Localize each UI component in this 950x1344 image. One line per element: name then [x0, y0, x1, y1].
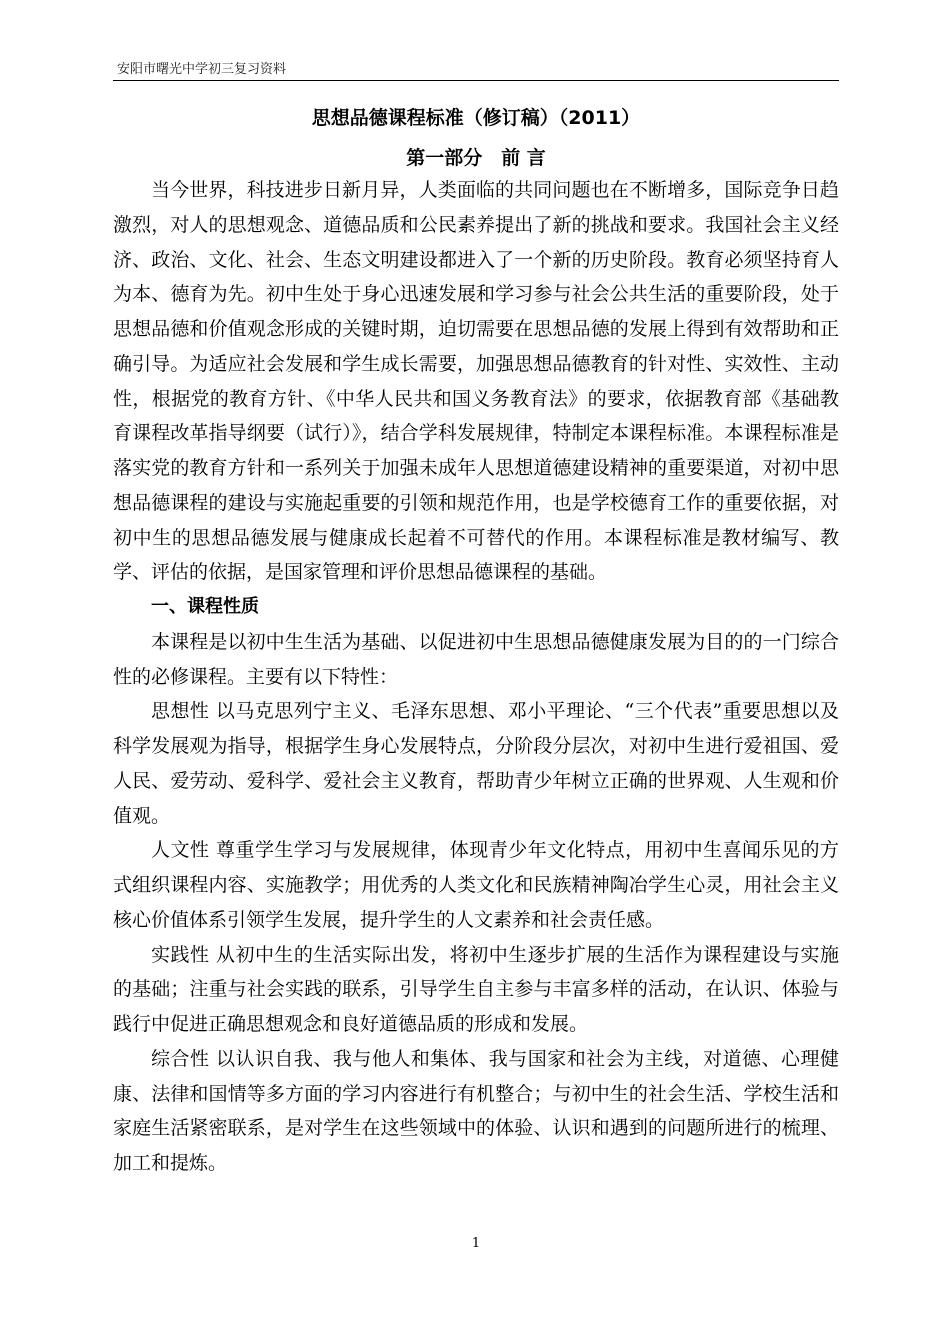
document-body: [113, 173, 839, 1181]
document-title: 思想品德课程标准（修订稿）（2011）: [311, 107, 641, 129]
part-title: 第一部分 前 言: [406, 147, 546, 169]
ideological-paragraph: 思想性 以马克思列宁主义、毛泽东思想、邓小平理论、“三个代表”重要思想以及科学发展观为指导，根据学生身心发展特点，分阶段分层次，对初中生进行爱祖国、爱人民、爱劳动、爱科学、爱社会主义教育，帮助青少年树立正确的世界观、人生观和价值观。: [113, 700, 839, 827]
page-header: 安阳市曙光中学初三复习资料: [117, 62, 287, 77]
header-divider: [113, 80, 839, 81]
practical-paragraph: 实践性 从初中生的生活实际出发，将初中生逐步扩展的生活作为课程建设与实施的基础；注重与社会实践的联系，引导学生自主参与丰富多样的活动，在认识、体验与践行中促进正确思想观念和良好道德品质的形成和发展。: [113, 943, 839, 1035]
page-number: 1: [471, 1236, 481, 1251]
section-heading: 一、课程性质: [151, 596, 259, 617]
comprehensive-paragraph: 综合性 以认识自我、我与他人和集体、我与国家和社会为主线，对道德、心理健康、法律和国情等多方面的学习内容进行有机整合；与初中生的社会生活、学校生活和家庭生活紧密联系，是对学生在这些领域中的体验、认识和遇到的问题所进行的梳理、加工和提炼。: [113, 1047, 839, 1174]
preface-paragraph: 当今世界，科技进步日新月异，人类面临的共同问题也在不断增多，国际竞争日趋激烈，对人的思想观念、道德品质和公民素养提出了新的挑战和要求。我国社会主义经济、政治、文化、社会、生态文明建设都进入了一个新的历史阶段。教育必须坚持育人为本、德育为先。初中生处于身心迅速发展和学习参与社会公共生活的重要阶段，处于思想品德和价值观念形成的关键时期，迫切需要在思想品德的发展上得到有效帮助和正确引导。为适应社会发展和学生成长需要，加强思想品德教育的针对性、实效性、主动性，根据党的教育方针、《中华人民共和国义务教育法》的要求，依据教育部《基础教育课程改革指导纲要（试行）》，结合学科发展规律，特制定本课程标准。本课程标准是落实党的教育方针和一系列关于加强未成年人思想道德建设精神的重要渠道，对初中思想品德课程的建设与实施起重要的引领和规范作用，也是学校德育工作的重要依据，对初中生的思想品德发展与健康成长起着不可替代的作用。本课程标准是教材编写、教学、评估的依据，是国家管理和评价思想品德课程的基础。: [113, 179, 839, 584]
course-nature-paragraph: 本课程是以初中生生活为基础、以促进初中生思想品德健康发展为目的的一门综合性的必修课程。主要有以下特性：: [113, 630, 839, 688]
humanistic-paragraph: 人文性 尊重学生学习与发展规律，体现青少年文化特点，用初中生喜闻乐见的方式组织课程内容、实施教学；用优秀的人类文化和民族精神陶冶学生心灵，用社会主义核心价值体系引领学生发展，提升学生的人文素养和社会责任感。: [113, 839, 839, 931]
